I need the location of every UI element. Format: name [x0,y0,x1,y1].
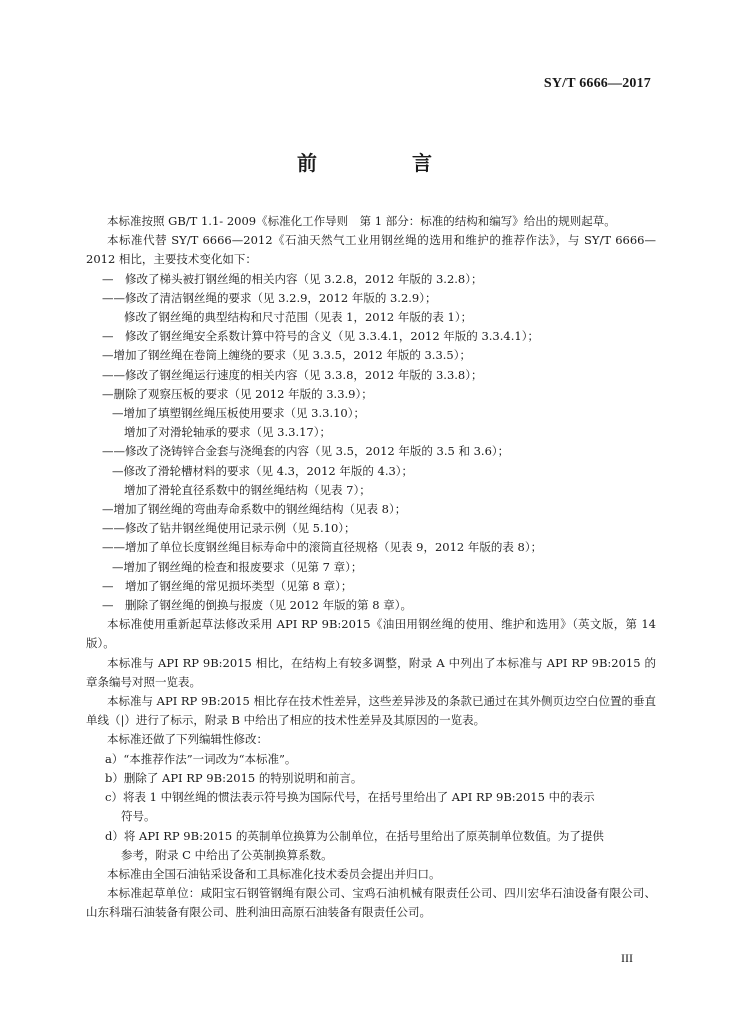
change-item: ——修改了钢丝绳运行速度的相关内容（见 3.3.8，2012 年版的 3.3.8）； [102,367,483,382]
change-item: —增加了填塑钢丝绳压板使用要求（见 3.3.10）； [112,406,365,421]
page-number: III [621,951,633,965]
edit-item-continuation: 符号。 [121,809,156,824]
change-item: — 增加了钢丝绳的常见损坏类型（见第 8 章）； [102,578,353,593]
change-item: — 删除了钢丝绳的倒换与报废（见 2012 年版的第 8 章）。 [102,598,412,613]
change-item: ——修改了钻井钢丝绳使用记录示例（见 5.10）； [102,521,356,536]
change-item: 修改了钢丝绳的典型结构和尺寸范围（见表 1，2012 年版的表 1）； [124,310,473,325]
change-item: ——修改了浇铸锌合金套与浇绳套的内容（见 3.5，2012 年版的 3.5 和 3.6）； [102,444,510,459]
document-body [86,212,656,923]
paragraph-drafting-units: 本标准起草单位：咸阳宝石钢管钢绳有限公司、宝鸡石油机械有限责任公司、四川宏华石油设备有限公司、山东科瑞石油装备有限公司、胜利油田高原石油装备有限责任公司。 [86,886,656,920]
edit-item: b）删除了 API RP 9B:2015 的特别说明和前言。 [105,770,363,785]
change-item: —删除了观察压板的要求（见 2012 年版的 3.3.9）； [102,386,373,401]
change-item: —修改了滑轮槽材料的要求（见 4.3，2012 年版的 4.3）； [112,463,414,478]
paragraph-replacement: 本标准代替 SY/T 6666—2012《石油天然气工业用钢丝绳的选用和维护的推荐作法》，与 SY/T 6666—2012 相比，主要技术变化如下： [86,233,656,267]
edit-item: a）“本推荐作法”一词改为“本标准”。 [105,751,297,766]
edit-item-continuation: 参考，附录 C 中给出了公英制换算系数。 [121,847,333,862]
paragraph-adoption: 本标准使用重新起草法修改采用 API RP 9B:2015《油田用钢丝绳的使用、维护和选用》（英文版，第 14 版）。 [86,617,656,651]
change-item: —增加了钢丝绳在卷筒上缠绕的要求（见 3.3.5，2012 年版的 3.3.5）； [102,348,472,363]
paragraph-structure: 本标准与 API RP 9B:2015 相比，在结构上有较多调整，附录 A 中列出了本标准与 API RP 9B:2015 的章条编号对照一览表。 [86,655,656,689]
edit-item: c）将表 1 中钢丝绳的惯法表示符号换为国际代号，在括号里给出了 API RP 9B:2015 中的表示 [105,790,595,805]
change-item: — 修改了钢丝绳安全系数计算中符号的含义（见 3.3.4.1，2012 年版的 3.3.4.1）； [102,329,539,344]
page-title: 前 言 [297,151,476,175]
standard-number: SY/T 6666—2017 [543,76,651,91]
paragraph-proposer: 本标准由全国石油钻采设备和工具标准化技术委员会提出并归口。 [107,866,441,881]
change-item: — 修改了梯头被打钢丝绳的相关内容（见 3.2.8，2012 年版的 3.2.8）； [102,271,483,286]
change-item: —增加了钢丝绳的弯曲寿命系数中的钢丝绳结构（见表 8）； [102,502,407,517]
change-item: ——增加了单位长度钢丝绳目标寿命中的滚筒直径规格（见表 9，2012 年版的表 8）； [102,540,543,555]
change-item: —增加了钢丝绳的检查和报废要求（见第 7 章）； [112,559,363,574]
change-item: ——修改了清洁钢丝绳的要求（见 3.2.9，2012 年版的 3.2.9）； [102,290,437,305]
edit-item: d）将 API RP 9B:2015 的英制单位换算为公制单位，在括号里给出了原英制单位数值。为了提供 [105,828,604,843]
paragraph-technical-differences: 本标准与 API RP 9B:2015 相比存在技术性差异，这些差异涉及的条款已通过在其外侧页边空白位置的垂直单线（|）进行了标示，附录 B 中给出了相应的技术性差异及其原因的一览表。 [86,694,657,728]
change-item: 增加了滑轮直径系数中的钢丝绳结构（见表 7）； [124,482,371,497]
change-item: 增加了对滑轮轴承的要求（见 3.3.17）； [124,425,331,440]
paragraph-editorial: 本标准还做了下列编辑性修改： [107,732,268,747]
paragraph-drafting-rules: 本标准按照 GB/T 1.1- 2009《标准化工作导则 第 1 部分：标准的结构和编写》给出的规则起草。 [107,214,616,228]
